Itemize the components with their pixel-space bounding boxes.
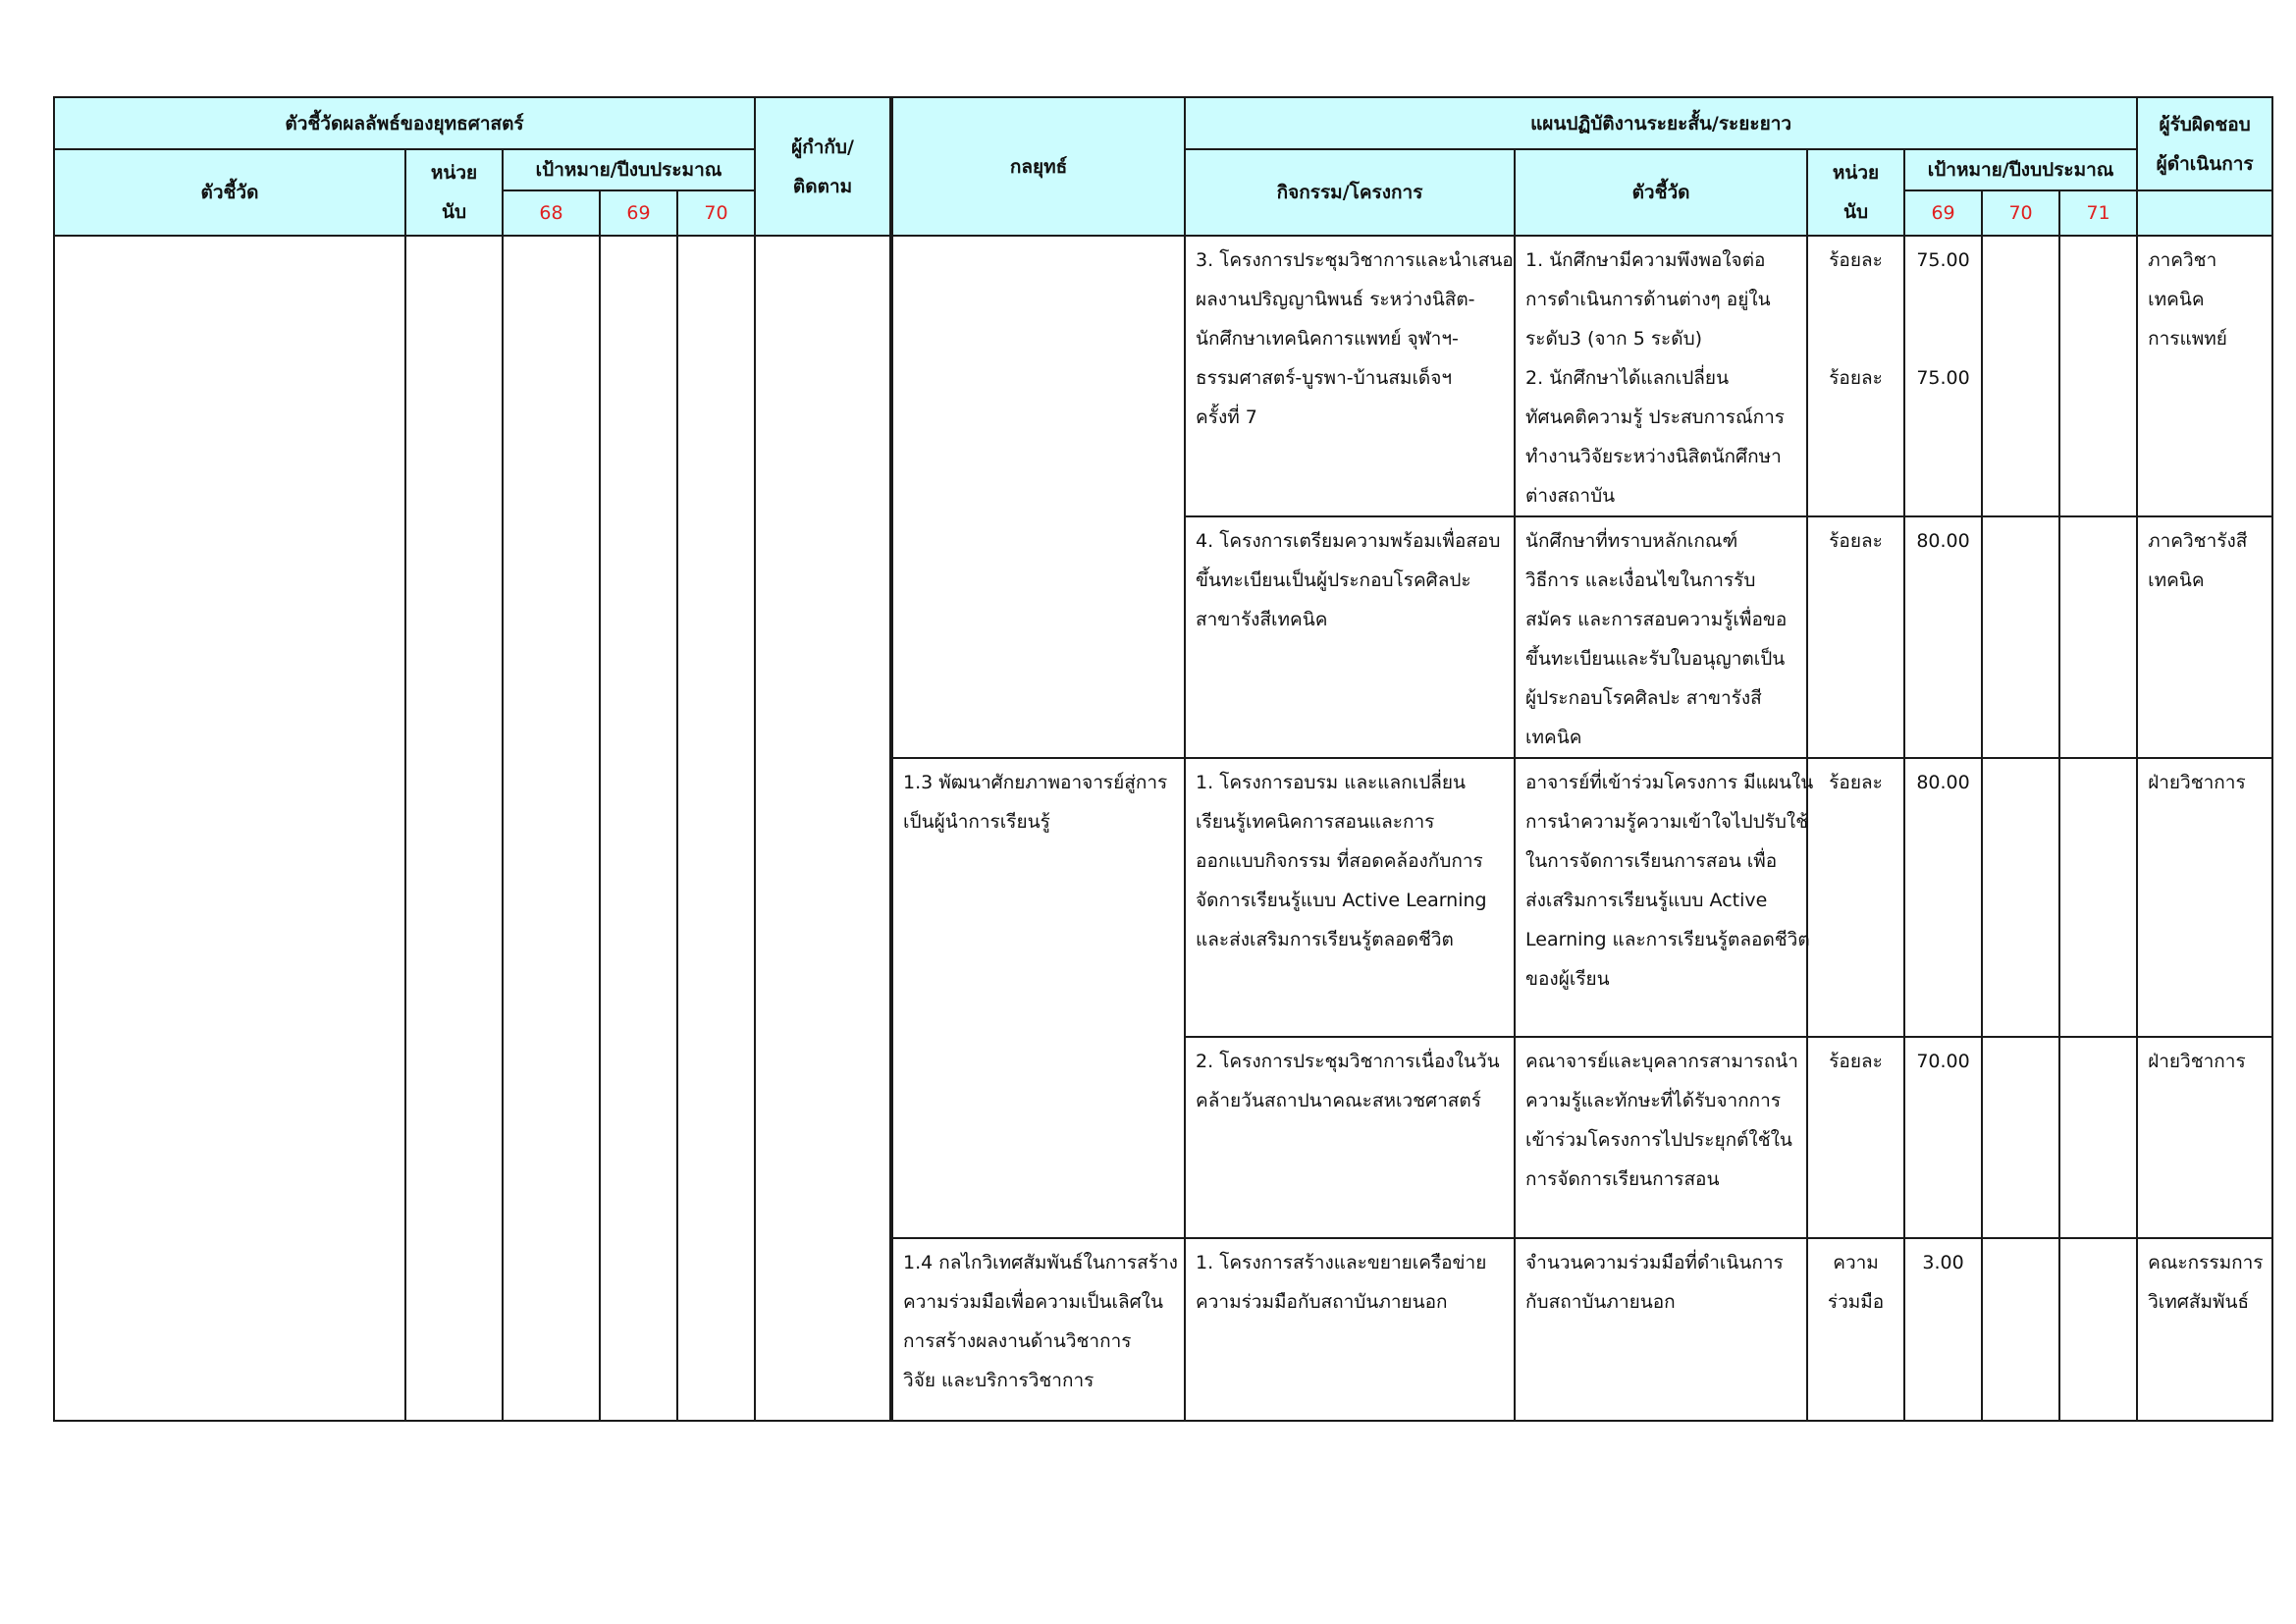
plan-unit-cell <box>1807 236 1904 516</box>
unit-value: ร่วมมือ <box>1827 1291 1885 1313</box>
activity-cell <box>1185 236 1515 516</box>
strategic-outcome-header: ตัวชี้วัดผลลัพธ์ของยุทธศาสตร์ <box>54 97 755 149</box>
activity-cell <box>1185 1238 1515 1421</box>
indicator-line: อาจารย์ที่เข้าร่วมโครงการ มีแผนใน <box>1525 772 1814 793</box>
activity-cell <box>1185 516 1515 758</box>
indicator-line: ขึ้นทะเบียนและรับใบอนุญาตเป็น <box>1525 648 1786 670</box>
year-70-cell-empty <box>677 236 755 1421</box>
responsible-line: คณะกรรมการ <box>2148 1252 2264 1273</box>
plan-header: แผนปฏิบัติงานระยะสั้น/ระยะยาว <box>1185 97 2137 149</box>
year-69-cell-empty <box>600 236 677 1421</box>
plan-indicator-cell <box>1515 516 1807 758</box>
target-69-cell <box>1904 516 1982 758</box>
target-70-cell-empty <box>1982 758 2059 1037</box>
plan-indicator-cell <box>1515 758 1814 1037</box>
responsible-line: ภาควิชา <box>2148 249 2217 271</box>
supervisor-header-line2: ติดตาม <box>792 175 853 197</box>
supervisor-header-line1: ผู้กำกับ/ <box>791 135 854 158</box>
activity-line: ความร่วมมือกับสถาบันภายนอก <box>1196 1291 1448 1313</box>
target-71-cell-empty <box>2059 758 2137 1037</box>
strategy-cell-empty <box>891 236 1185 758</box>
target-budget-header-left: เป้าหมาย/ปีงบประมาณ <box>503 149 755 190</box>
responsible-header-line1: ผู้รับผิดชอบ <box>2159 113 2251 135</box>
unit-value: ร้อยละ <box>1829 367 1883 389</box>
target-69-cell <box>1904 1037 1982 1238</box>
responsible-cell <box>2137 1037 2272 1238</box>
indicator-line: Learning และการเรียนรู้ตลอดชีวิต <box>1525 929 1810 950</box>
year-68-left: 68 <box>503 190 600 236</box>
indicator-line: คณาจารย์และบุคลากรสามารถนำ <box>1525 1051 1798 1072</box>
target-71-cell-empty <box>2059 516 2137 758</box>
responsible-line: ภาควิชารังสี <box>2148 530 2248 552</box>
responsible-line: วิเทศสัมพันธ์ <box>2148 1291 2250 1313</box>
year-71-right: 71 <box>2059 190 2137 236</box>
target-value: 80.00 <box>1916 772 1970 793</box>
target-value: 80.00 <box>1916 530 1970 552</box>
plan-unit-cell <box>1807 1037 1904 1238</box>
indicator-header: ตัวชี้วัด <box>54 149 405 236</box>
responsible-cell <box>2137 1238 2272 1421</box>
plan-unit-header-line1: หน่วย <box>1832 162 1880 184</box>
indicator-line: เข้าร่วมโครงการไปประยุกต์ใช้ใน <box>1525 1129 1792 1151</box>
activity-line: นักศึกษาเทคนิคการแพทย์ จุฬาฯ- <box>1196 328 1459 350</box>
plan-unit-cell <box>1807 516 1904 758</box>
target-budget-header-right: เป้าหมาย/ปีงบประมาณ <box>1904 149 2137 190</box>
indicator-line: วิธีการ และเงื่อนไขในการรับ <box>1525 569 1756 591</box>
target-71-cell-empty <box>2059 1238 2137 1421</box>
indicator-line: ส่งเสริมการเรียนรู้แบบ Active <box>1525 890 1768 911</box>
activity-line: 2. โครงการประชุมวิชาการเนื่องในวัน <box>1196 1051 1500 1072</box>
responsible-line: การแพทย์ <box>2148 328 2227 350</box>
activity-line: ธรรมศาสตร์-บูรพา-บ้านสมเด็จฯ <box>1196 367 1453 389</box>
responsible-cell <box>2137 236 2272 516</box>
strategy-cell <box>891 1238 1185 1421</box>
responsible-line: ฝ่ายวิชาการ <box>2148 1051 2246 1072</box>
indicator-line: ทัศนคติความรู้ ประสบการณ์การ <box>1525 406 1785 428</box>
target-value: 70.00 <box>1916 1051 1970 1072</box>
year-68-cell-empty <box>503 236 600 1421</box>
indicator-line: ของผู้เรียน <box>1525 968 1610 990</box>
activity-line: ขึ้นทะเบียนเป็นผู้ประกอบโรคศิลปะ <box>1196 569 1471 591</box>
indicator-line: สมัคร และการสอบความรู้เพื่อขอ <box>1525 609 1788 630</box>
plan-indicator-cell <box>1515 1238 1807 1421</box>
indicator-line: 2. นักศึกษาได้แลกเปลี่ยน <box>1525 367 1730 389</box>
activity-line: เรียนรู้เทคนิคการสอนและการ <box>1196 811 1435 833</box>
indicator-line: นักศึกษาที่ทราบหลักเกณฑ์ <box>1525 530 1738 552</box>
activity-line: และส่งเสริมการเรียนรู้ตลอดชีวิต <box>1196 929 1454 950</box>
strategy-line: การสร้างผลงานด้านวิชาการ <box>903 1330 1132 1352</box>
activity-line: 3. โครงการประชุมวิชาการและนำเสนอ <box>1196 249 1514 271</box>
indicator-line: การจัดการเรียนการสอน <box>1525 1168 1720 1190</box>
strategy-line: วิจัย และบริการวิชาการ <box>903 1370 1095 1391</box>
strategy-cell <box>891 758 1185 1238</box>
indicator-line: ในการจัดการเรียนการสอน เพื่อ <box>1525 850 1778 872</box>
activity-line: 4. โครงการเตรียมความพร้อมเพื่อสอบ <box>1196 530 1501 552</box>
activity-line: สาขารังสีเทคนิค <box>1196 609 1328 630</box>
supervisor-header <box>755 97 891 236</box>
year-69-right: 69 <box>1904 190 1982 236</box>
responsible-line: ฝ่ายวิชาการ <box>2148 772 2246 793</box>
activity-line: จัดการเรียนรู้แบบ Active Learning <box>1196 890 1487 911</box>
strategy-line: 1.4 กลไกวิเทศสัมพันธ์ในการสร้าง <box>903 1252 1178 1273</box>
responsible-subheader-empty <box>2137 190 2272 236</box>
strategy-line: ความร่วมมือเพื่อความเป็นเลิศใน <box>903 1291 1163 1313</box>
year-69-left: 69 <box>600 190 677 236</box>
unit-value: ความ <box>1833 1252 1879 1273</box>
unit-value: ร้อยละ <box>1829 249 1883 271</box>
target-71-cell-empty <box>2059 1037 2137 1238</box>
strategy-line: 1.3 พัฒนาศักยภาพอาจารย์สู่การ <box>903 772 1168 793</box>
table-row <box>54 236 2272 516</box>
unit-value: ร้อยละ <box>1829 530 1883 552</box>
target-70-cell-empty <box>1982 236 2059 516</box>
indicator-line: ทำงานวิจัยระหว่างนิสิตนักศึกษา <box>1525 446 1782 467</box>
responsible-header <box>2137 97 2272 190</box>
target-value: 75.00 <box>1916 367 1970 389</box>
plan-unit-header-line2: นับ <box>1843 201 1869 223</box>
indicator-line: จำนวนความร่วมมือที่ดำเนินการ <box>1525 1252 1784 1273</box>
activity-header: กิจกรรม/โครงการ <box>1185 149 1515 236</box>
indicator-line: กับสถาบันภายนอก <box>1525 1291 1676 1313</box>
unit-header-line1: หน่วย <box>430 162 478 184</box>
indicator-line: 1. นักศึกษามีความพึงพอใจต่อ <box>1525 249 1766 271</box>
strategy-line: เป็นผู้นำการเรียนรู้ <box>903 811 1050 833</box>
target-69-cell <box>1904 236 1982 516</box>
plan-unit-header <box>1807 149 1904 236</box>
target-69-cell <box>1904 1238 1982 1421</box>
indicator-line: การดำเนินการด้านต่างๆ อยู่ใน <box>1525 289 1771 310</box>
activity-line: ครั้งที่ 7 <box>1196 406 1257 428</box>
indicator-line: ระดับ3 (จาก 5 ระดับ) <box>1525 328 1703 350</box>
responsible-cell <box>2137 758 2272 1037</box>
unit-header-line2: นับ <box>441 201 467 223</box>
plan-indicator-header: ตัวชี้วัด <box>1515 149 1807 236</box>
unit-value: ร้อยละ <box>1829 772 1883 793</box>
indicator-line: ผู้ประกอบโรคศิลปะ สาขารังสี <box>1525 687 1762 709</box>
target-71-cell-empty <box>2059 236 2137 516</box>
plan-unit-cell <box>1807 758 1904 1037</box>
plan-unit-cell <box>1807 1238 1904 1421</box>
year-70-left: 70 <box>677 190 755 236</box>
year-70-right: 70 <box>1982 190 2059 236</box>
activity-line: 1. โครงการสร้างและขยายเครือข่าย <box>1196 1252 1487 1273</box>
indicator-line: การนำความรู้ความเข้าใจไปปรับใช้ <box>1525 811 1809 833</box>
responsible-line: เทคนิค <box>2148 289 2205 310</box>
target-69-cell <box>1904 758 1982 1037</box>
indicator-cell-empty <box>54 236 405 1421</box>
target-value: 3.00 <box>1922 1252 1964 1273</box>
indicator-line: ความรู้และทักษะที่ได้รับจากการ <box>1525 1090 1782 1111</box>
activity-cell <box>1185 758 1515 1037</box>
strategy-plan-table <box>53 96 2273 1422</box>
unit-value: ร้อยละ <box>1829 1051 1883 1072</box>
unit-cell-empty <box>405 236 503 1421</box>
target-70-cell-empty <box>1982 516 2059 758</box>
indicator-line: ต่างสถาบัน <box>1525 485 1616 507</box>
activity-line: ผลงานปริญญานิพนธ์ ระหว่างนิสิต- <box>1196 289 1475 310</box>
activity-line: 1. โครงการอบรม และแลกเปลี่ยน <box>1196 772 1467 793</box>
responsible-line: เทคนิค <box>2148 569 2205 591</box>
activity-line: ออกแบบกิจกรรม ที่สอดคล้องกับการ <box>1196 850 1483 872</box>
responsible-cell <box>2137 516 2272 758</box>
supervisor-cell-empty <box>755 236 891 1421</box>
responsible-header-line2: ผู้ดำเนินการ <box>2156 152 2254 175</box>
plan-indicator-cell <box>1515 236 1807 516</box>
activity-cell <box>1185 1037 1515 1238</box>
target-70-cell-empty <box>1982 1238 2059 1421</box>
unit-header <box>405 149 503 236</box>
strategy-header: กลยุทธ์ <box>891 97 1185 236</box>
activity-line: คล้ายวันสถาปนาคณะสหเวชศาสตร์ <box>1196 1090 1481 1111</box>
target-value: 75.00 <box>1916 249 1970 271</box>
target-70-cell-empty <box>1982 1037 2059 1238</box>
indicator-line: เทคนิค <box>1525 727 1582 748</box>
plan-indicator-cell <box>1515 1037 1807 1238</box>
